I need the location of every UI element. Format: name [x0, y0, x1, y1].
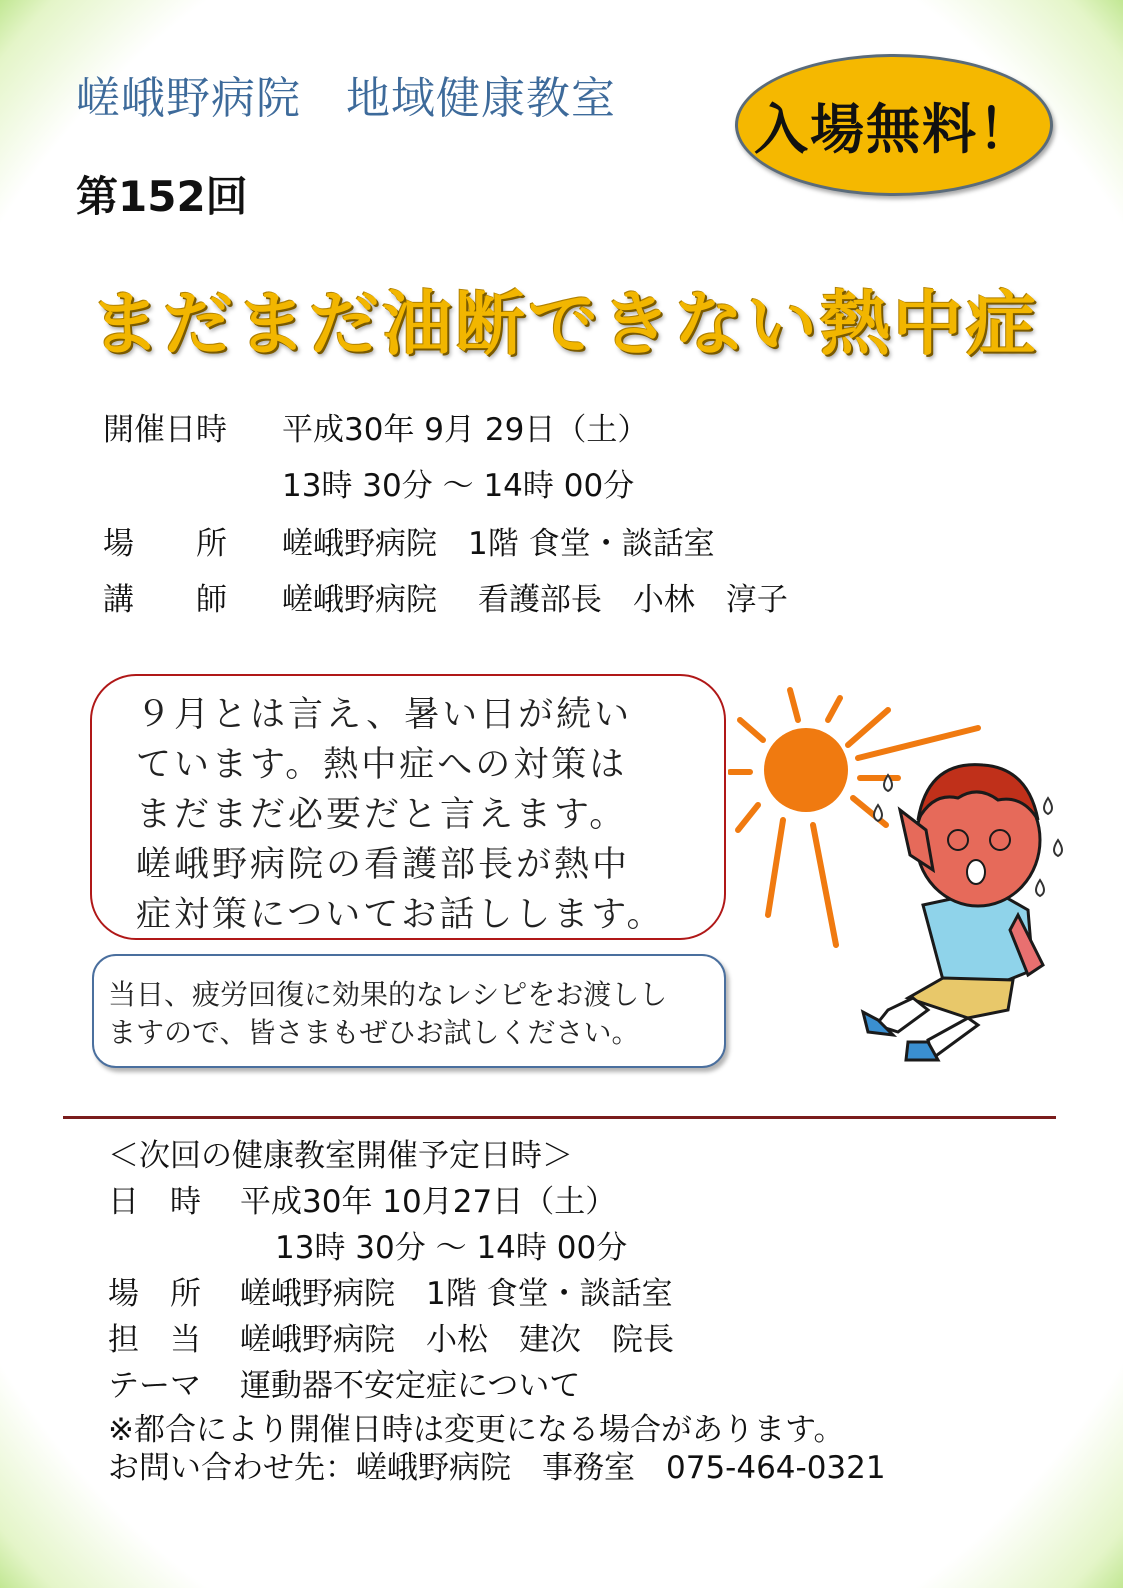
next-place-label: 場 所: [108, 1276, 201, 1312]
next-person-value: 嵯峨野病院 小松 建次 院長: [240, 1322, 674, 1358]
recipe-line: ますので、皆さまもぜひお試しください。: [108, 1016, 640, 1049]
next-date-label: 日 時: [108, 1184, 201, 1220]
recipe-line: 当日、疲労回復に効果的なレシピをお渡しし: [108, 978, 668, 1011]
place-value: 嵯峨野病院 1階 食堂・談話室: [282, 526, 715, 562]
contact-info: お問い合わせ先：嵯峨野病院 事務室 075-464-0321: [108, 1450, 886, 1486]
free-admission-badge: [735, 54, 1053, 196]
header-title: 嵯峨野病院 地域健康教室: [76, 73, 616, 124]
next-place-value: 嵯峨野病院 1階 食堂・談話室: [240, 1276, 673, 1312]
edition-number: 第152回: [76, 172, 248, 221]
recipe-note-box: [92, 954, 726, 1068]
free-admission-label: 入場無料！: [754, 97, 1034, 161]
next-date-value: 平成30年 10月27日（土）: [240, 1184, 617, 1220]
section-divider: [63, 1116, 1056, 1119]
time-value: 13時 30分 ～ 14時 00分: [282, 468, 635, 504]
next-time-value: 13時 30分 ～ 14時 00分: [275, 1230, 628, 1266]
date-label: 開催日時: [103, 412, 227, 448]
heatstroke-illustration: [728, 680, 1083, 1080]
next-theme-value: 運動器不安定症について: [240, 1368, 581, 1404]
boy-icon: [863, 765, 1062, 1060]
next-person-label: 担 当: [108, 1322, 201, 1358]
message-box: [90, 674, 726, 940]
message-line: 症対策についてお話しします。: [136, 895, 665, 935]
main-title: まだまだ油断できない熱中症: [90, 283, 1039, 365]
next-session-heading: ＜次回の健康教室開催予定日時＞: [108, 1138, 573, 1174]
message-line: 嵯峨野病院の看護部長が熱中: [136, 845, 631, 885]
message-line: ９月とは言え、暑い日が続い: [136, 695, 633, 735]
lecturer-label: 講 師: [103, 582, 227, 618]
place-label: 場 所: [103, 526, 227, 562]
date-value: 平成30年 9月 29日（土）: [282, 412, 649, 448]
schedule-change-note: ※都合により開催日時は変更になる場合があります。: [108, 1412, 845, 1448]
message-line: まだまだ必要だと言えます。: [136, 795, 628, 835]
message-line: ています。熱中症への対策は: [136, 745, 628, 785]
lecturer-value: 嵯峨野病院 看護部長 小林 淳子: [282, 582, 788, 618]
next-theme-label: テーマ: [108, 1368, 201, 1404]
